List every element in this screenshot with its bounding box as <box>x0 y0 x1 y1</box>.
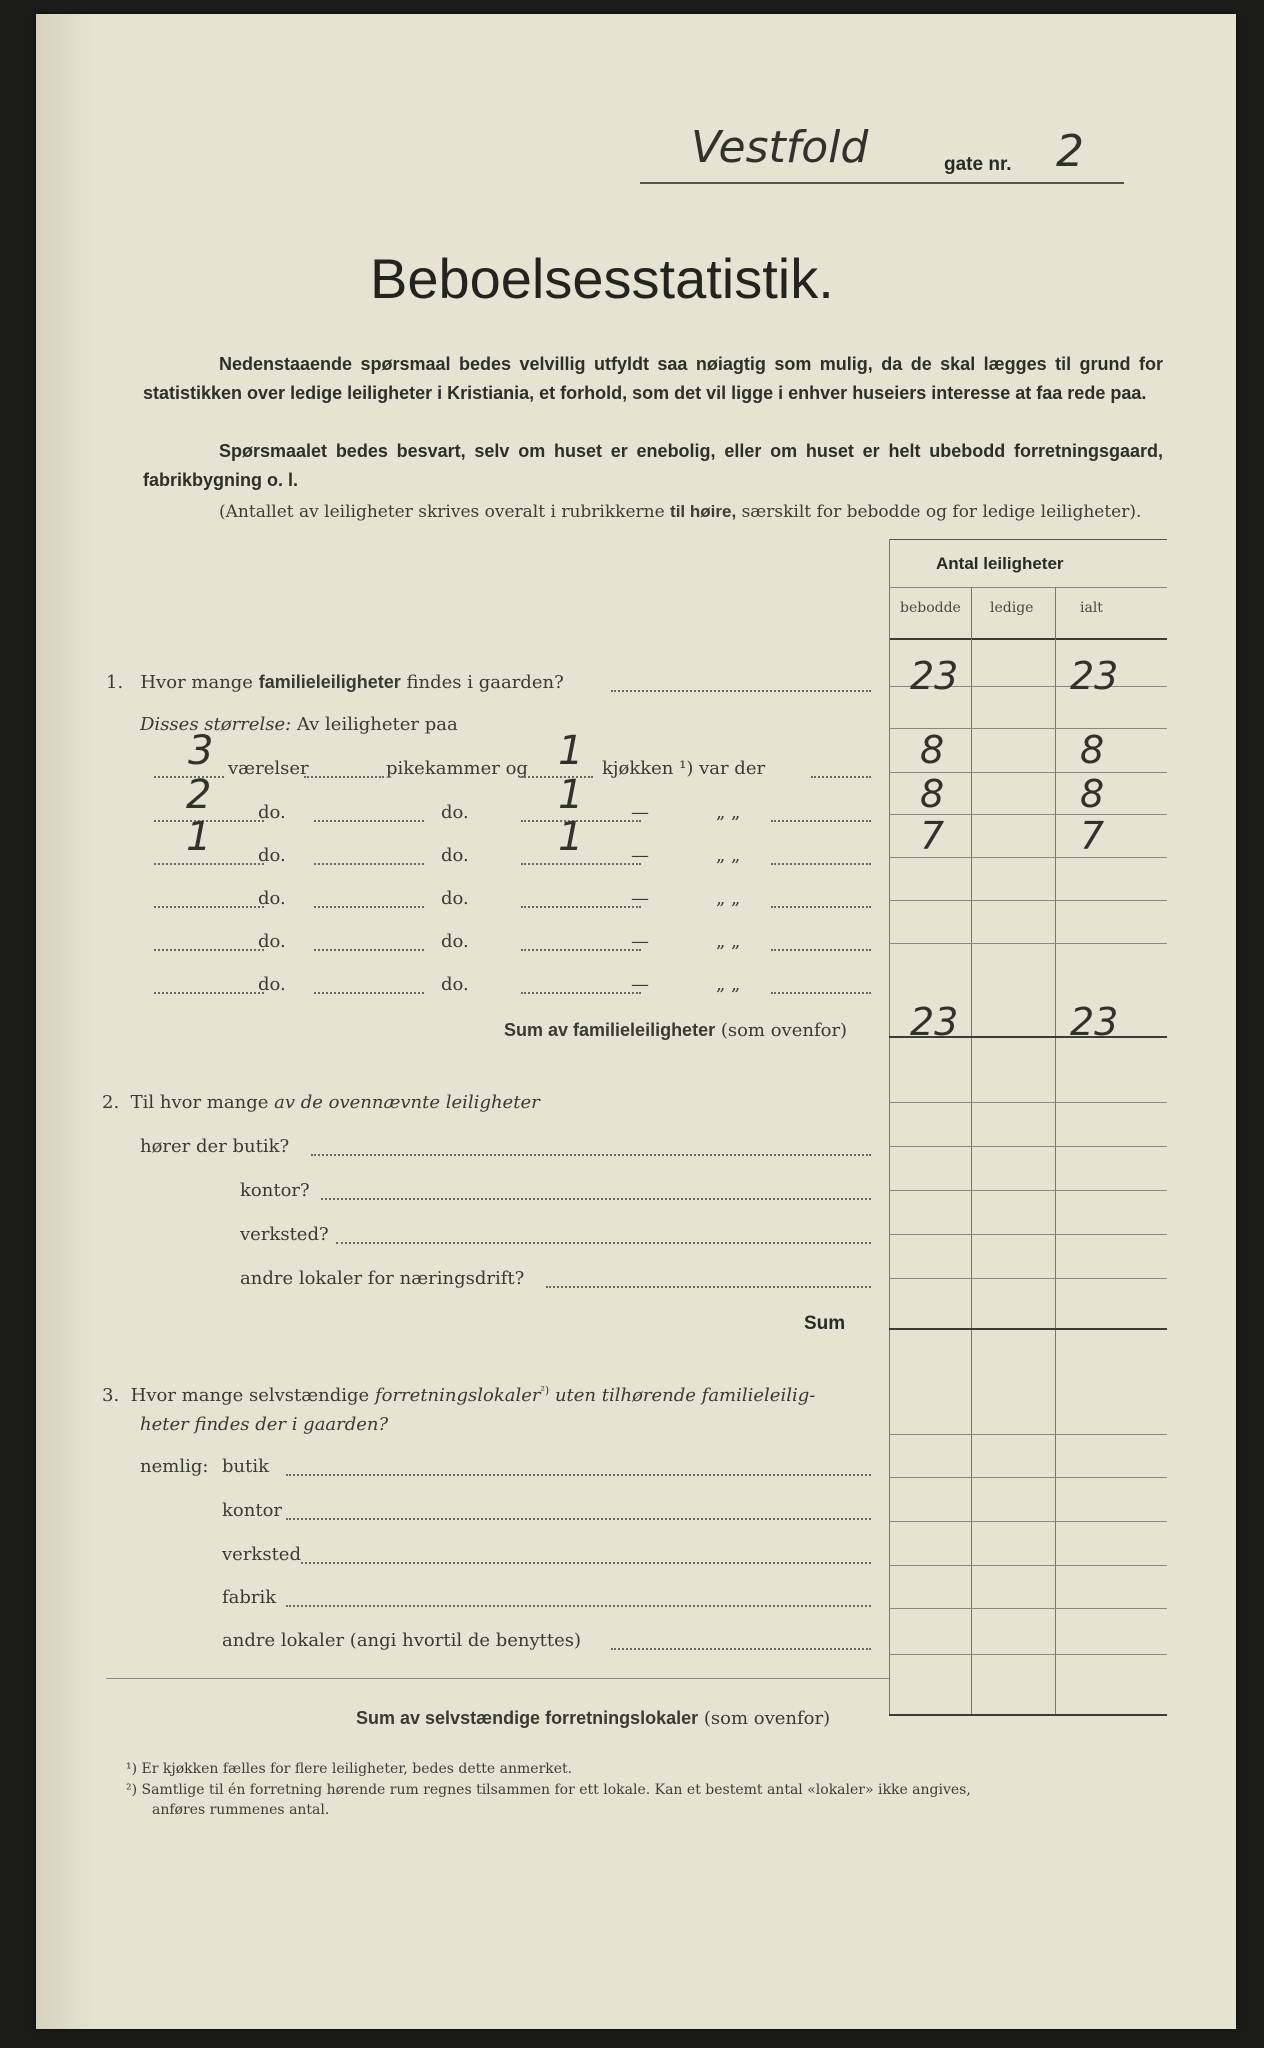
pike-label: do. <box>441 802 469 823</box>
table-col-divider-2 <box>1055 587 1056 1714</box>
q2-pre: Til hvor mange <box>130 1092 269 1113</box>
col-header-ledige: ledige <box>990 600 1034 616</box>
intro-p3-post: særskilt for bebodde og for ledige leiligheter). <box>741 502 1142 522</box>
rooms-label: værelser <box>228 758 309 779</box>
q3-sup: ²) <box>540 1384 550 1397</box>
q3-text <box>102 1384 815 1406</box>
pike-label: do. <box>441 931 469 952</box>
q1-pre: Hvor mange <box>140 672 253 693</box>
q3-sum-bold: Sum av selvstændige forretningslokaler <box>356 1708 699 1728</box>
q3-nemlig: nemlig: <box>140 1456 209 1477</box>
rooms-label: do. <box>258 845 286 866</box>
footnote-2-line1: ²) Samtlige til én forretning hørende rum regnes tilsammen for ett lokale. Kan et bestemt antal «lokaler» ikke angives, <box>126 1782 971 1798</box>
q1-text <box>106 672 564 693</box>
intro-p3-pre: (Antallet av leiligheter skrives overalt i rubrikkerne <box>219 502 665 522</box>
q1-sizes-italic: Disses størrelse: <box>140 714 292 735</box>
pike-label: do. <box>441 974 469 995</box>
rooms-value: 1 <box>186 814 212 860</box>
q1-sum-bold: Sum av familieleiligheter <box>504 1020 716 1040</box>
table-title: Antal leiligheter <box>936 554 1064 573</box>
sum-q3-rule <box>889 1714 1167 1716</box>
col-header-bebodde: bebodde <box>900 600 961 616</box>
kitchen-value: 1 <box>558 728 584 774</box>
pike-label: pikekammer og <box>386 758 528 779</box>
street-name-handwritten: Vestfold <box>691 122 869 173</box>
q3-sum-rest: (som ovenfor) <box>703 1708 831 1729</box>
kitchen-label: — <box>631 974 649 995</box>
kitchen-label: — <box>631 845 649 866</box>
q3-separator <box>106 1678 889 1679</box>
intro-p3-bold: til høire, <box>670 502 737 521</box>
ditto-mark: „ „ <box>716 974 741 995</box>
rooms-label: do. <box>258 888 286 909</box>
q1-sum-line <box>504 1020 847 1041</box>
table-header-rule <box>889 638 1167 640</box>
q1-post: findes i gaarden? <box>406 672 564 693</box>
table-col-divider-1 <box>971 587 972 1714</box>
col-header-ialt: ialt <box>1080 600 1103 616</box>
footnote-2-line2: anføres rummenes antal. <box>152 1802 330 1818</box>
intro-paragraph-2: Spørsmaalet bedes besvart, selv om huset er enebolig, eller om huset er helt ubebodd forretningsgaard, fabrikbygning o. l. <box>143 441 1163 490</box>
rooms-label: do. <box>258 931 286 952</box>
q3-italic1: forretningslokaler <box>374 1385 541 1406</box>
q2-item-andre: andre lokaler for næringsdrift? <box>240 1268 525 1289</box>
q2-number: 2. <box>102 1092 120 1113</box>
pike-label: do. <box>441 845 469 866</box>
row-ialt-value: 7 <box>1080 814 1105 858</box>
q1-number: 1. <box>106 672 124 693</box>
rooms-value: 2 <box>186 772 212 818</box>
q3-italic2: uten tilhørende familieleilig- <box>554 1385 816 1406</box>
address-line <box>640 182 1124 184</box>
table-title-rule <box>889 587 1167 588</box>
row-ialt-value: 8 <box>1080 772 1105 816</box>
ditto-mark: „ „ <box>716 888 741 909</box>
kitchen-label: — <box>631 802 649 823</box>
row-bebodde-value: 8 <box>920 728 945 772</box>
ditto-mark: „ „ <box>716 931 741 952</box>
q1-sum-rest: (som ovenfor) <box>720 1020 848 1041</box>
q3-pre: Hvor mange selvstændige <box>130 1385 370 1406</box>
q1-ialt-value: 23 <box>1070 654 1119 698</box>
q2-item-butik: hører der butik? <box>140 1136 290 1157</box>
street-number-handwritten: 2 <box>1056 126 1084 177</box>
q1-bebodde-value: 23 <box>910 654 959 698</box>
intro-paragraph-3 <box>143 500 1163 524</box>
kitchen-label: — <box>631 888 649 909</box>
table-top-rule <box>889 539 1167 540</box>
ditto-mark: „ „ <box>716 802 741 823</box>
q1-bold: familieleiligheter <box>258 672 401 692</box>
table-left-border <box>889 539 890 1714</box>
q1-sum-bebodde: 23 <box>910 1000 959 1044</box>
q3-line2: heter findes der i gaarden? <box>140 1414 389 1435</box>
pike-label: do. <box>441 888 469 909</box>
footnote-1: ¹) Er kjøkken fælles for flere leiligheter, bedes dette anmerket. <box>126 1761 573 1777</box>
q1-sizes-rest: Av leiligheter paa <box>296 714 458 735</box>
row-bebodde-value: 8 <box>920 772 945 816</box>
q3-number: 3. <box>102 1385 120 1406</box>
rooms-value: 3 <box>188 728 214 774</box>
rooms-label: do. <box>258 802 286 823</box>
ditto-mark: „ „ <box>716 845 741 866</box>
q3-item-verksted: verksted <box>222 1544 301 1565</box>
kitchen-value: 1 <box>558 814 584 860</box>
form-sheet <box>36 14 1236 2029</box>
q2-item-verksted: verksted? <box>240 1224 329 1245</box>
q2-item-kontor: kontor? <box>240 1180 310 1201</box>
kitchen-value: 1 <box>558 772 584 818</box>
q1-sum-ialt: 23 <box>1070 1000 1119 1044</box>
q3-sum-line <box>356 1708 830 1729</box>
gate-label: gate nr. <box>944 154 1012 175</box>
q3-item-fabrik: fabrik <box>222 1587 277 1608</box>
kitchen-label: — <box>631 931 649 952</box>
intro-paragraph-1: Nedenstaaende spørsmaal bedes velvillig utfyldt saa nøiagtig som mulig, da de skal lægges til grund for statistikken over ledige leiligheter i Kristiania, et forhold, som det vil ligge i enhver huseiers interesse at faa rede paa. <box>143 354 1163 403</box>
q2-italic: av de ovennævnte leiligheter <box>274 1092 540 1113</box>
q2-sum-label: Sum <box>804 1313 846 1334</box>
q3-item-andre: andre lokaler (angi hvortil de benyttes) <box>222 1630 582 1651</box>
q2-text <box>102 1092 540 1113</box>
kitchen-label: kjøkken ¹) var der <box>602 758 766 779</box>
page-title: Beboelsesstatistik. <box>370 247 834 310</box>
row-bebodde-value: 7 <box>920 814 945 858</box>
sum-q2-rule <box>889 1328 1167 1330</box>
row-ialt-value: 8 <box>1080 728 1105 772</box>
q3-item-butik: butik <box>222 1456 270 1477</box>
q3-item-kontor: kontor <box>222 1500 283 1521</box>
rooms-label: do. <box>258 974 286 995</box>
